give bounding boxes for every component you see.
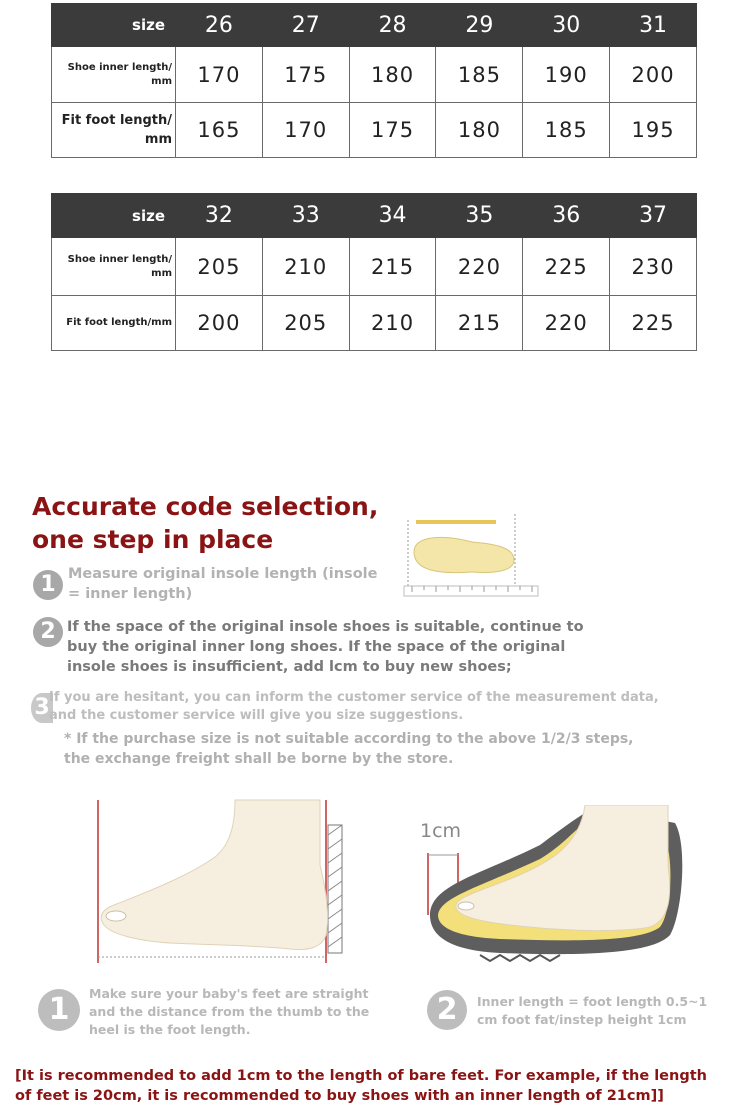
foot-length-cell: 180 [436, 103, 523, 158]
foot-length-cell: 205 [262, 296, 349, 351]
caption-2-text [477, 993, 707, 1029]
size-table-1 [51, 3, 697, 158]
step-line: If the space of the original insole shoes is suitable, continue to [67, 619, 584, 635]
step-line: insole shoes is insufficient, add lcm to buy new shoes; [67, 659, 512, 675]
size-cell: 32 [176, 194, 263, 238]
foot-length-cell: 225 [610, 296, 697, 351]
size-cell: 34 [349, 194, 436, 238]
note-line: of feet is 20cm, it is recommended to buy shoes with an inner length of 21cm]] [15, 1088, 664, 1104]
inner-length-cell: 225 [523, 238, 610, 296]
inner-length-label [52, 238, 176, 296]
inner-length-cell: 210 [262, 238, 349, 296]
step-line: Measure original insole length (insole [68, 566, 378, 582]
size-recommendation-note [15, 1066, 707, 1106]
one-cm-label: 1cm [420, 820, 462, 842]
foot-measure-illustration [90, 795, 350, 970]
guide-heading [32, 490, 378, 556]
step-line: = inner length) [68, 586, 193, 602]
note-line: [It is recommended to add 1cm to the length of bare feet. For example, if the length [15, 1068, 707, 1084]
foot-length-row [52, 103, 697, 158]
foot-length-row [52, 296, 697, 351]
caption-1-text [89, 985, 369, 1039]
caption-2-badge: 2 [427, 990, 467, 1030]
inner-length-row [52, 47, 697, 103]
row-label-unit: mm [151, 75, 172, 87]
size-cell: 26 [176, 4, 263, 47]
caption-line: Inner length = foot length 0.5~1 [477, 994, 708, 1009]
foot-length-cell: 200 [176, 296, 263, 351]
heading-line: Accurate code selection, [32, 492, 379, 521]
size-cell: 29 [436, 4, 523, 47]
caption-line: heel is the foot length. [89, 1022, 251, 1037]
foot-length-cell: 185 [523, 103, 610, 158]
heading-line: one step in place [32, 525, 274, 554]
row-label-part: Shoe inner length/ [67, 253, 172, 265]
inner-length-cell: 185 [436, 47, 523, 103]
size-header-label: size [52, 194, 176, 238]
size-cell: 33 [262, 194, 349, 238]
inner-length-cell: 170 [176, 47, 263, 103]
step-2-badge: 2 [33, 617, 63, 647]
inner-length-cell: 205 [176, 238, 263, 296]
size-cell: 31 [610, 4, 697, 47]
size-header-row [52, 194, 697, 238]
caption-line: Make sure your baby's feet are straight [89, 986, 369, 1001]
step-line: and the customer service will give you size suggestions. [49, 708, 464, 723]
inner-length-cell: 175 [262, 47, 349, 103]
inner-length-row [52, 238, 697, 296]
caption-1-badge: 1 [38, 989, 80, 1031]
foot-length-label [52, 103, 176, 158]
inner-length-cell: 220 [436, 238, 523, 296]
inner-length-cell: 230 [610, 238, 697, 296]
foot-length-cell: 210 [349, 296, 436, 351]
inner-length-cell: 190 [523, 47, 610, 103]
foot-length-cell: 165 [176, 103, 263, 158]
foot-length-cell: 195 [610, 103, 697, 158]
step-2-text [67, 617, 584, 677]
size-cell: 37 [610, 194, 697, 238]
warning-line: the exchange freight shall be borne by the store. [64, 751, 454, 767]
row-label-unit: mm [144, 132, 172, 147]
size-cell: 36 [523, 194, 610, 238]
caption-line: and the distance from the thumb to the [89, 1004, 370, 1019]
foot-length-label: Fit foot length/mm [52, 296, 176, 351]
exchange-warning [64, 729, 634, 769]
size-cell: 30 [523, 4, 610, 47]
row-label-part: Fit foot length/ [61, 113, 172, 128]
inner-length-cell: 215 [349, 238, 436, 296]
step-3-text [49, 689, 659, 725]
foot-length-cell: 215 [436, 296, 523, 351]
foot-length-cell: 175 [349, 103, 436, 158]
size-table-2 [51, 193, 697, 351]
step-1-text [68, 564, 377, 604]
step-3-badge: 3 [31, 693, 53, 723]
step-line: buy the original inner long shoes. If the space of the original [67, 639, 566, 655]
row-label-unit: mm [151, 267, 172, 279]
foot-length-cell: 170 [262, 103, 349, 158]
caption-line: cm foot fat/instep height 1cm [477, 1012, 687, 1027]
size-cell: 27 [262, 4, 349, 47]
size-header-row [52, 4, 697, 47]
insole-ruler-illustration [402, 512, 542, 602]
size-cell: 28 [349, 4, 436, 47]
step-1-badge: 1 [33, 570, 63, 600]
inner-length-label [52, 47, 176, 103]
inner-length-cell: 200 [610, 47, 697, 103]
size-header-label: size [52, 4, 176, 47]
step-line: If you are hesitant, you can inform the customer service of the measurement data, [49, 690, 659, 705]
row-label-part: Shoe inner length/ [67, 61, 172, 73]
size-cell: 35 [436, 194, 523, 238]
foot-length-cell: 220 [523, 296, 610, 351]
inner-length-cell: 180 [349, 47, 436, 103]
shoe-fit-illustration [420, 805, 690, 965]
warning-line: * If the purchase size is not suitable according to the above 1/2/3 steps, [64, 731, 634, 747]
